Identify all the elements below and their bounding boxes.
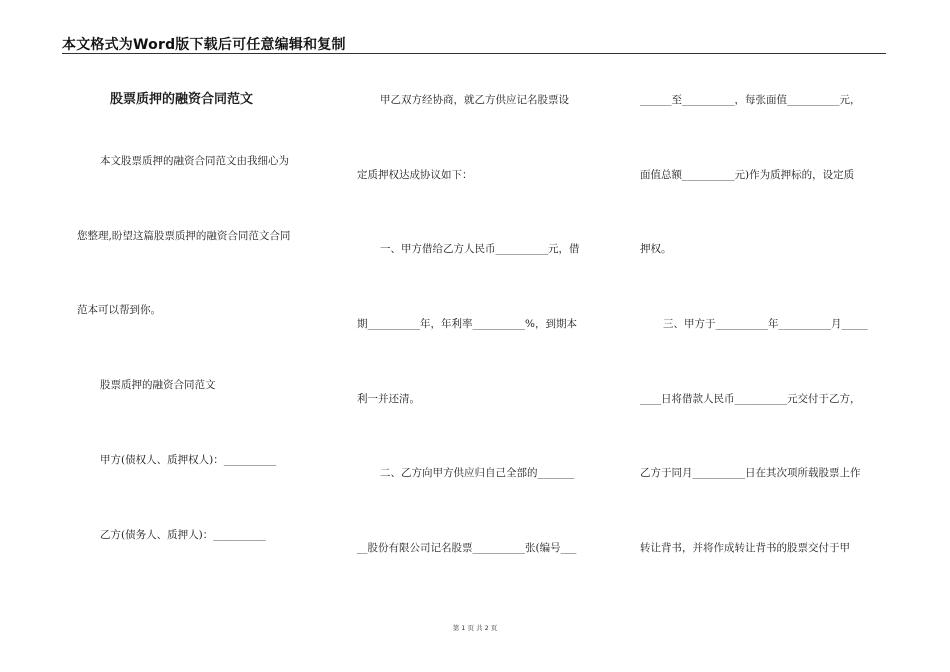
- document-title: 股票质押的融资合同范文: [110, 92, 254, 107]
- text-line: 押权。: [640, 243, 672, 255]
- text-line: ______至__________，每张面值__________元，: [640, 94, 861, 106]
- text-line: 乙方(债务人、质押人)：__________: [100, 529, 266, 541]
- text-line: 二、乙方向甲方供应归自己全部的_______: [380, 467, 575, 479]
- text-column-3: [636, 0, 936, 630]
- text-line: 股票质押的融资合同范文: [100, 379, 216, 391]
- text-line: 利一并还清。: [357, 393, 420, 405]
- text-line: 甲方(债权人、质押权人)：__________: [100, 454, 277, 466]
- text-line: 转让背书，并将作成转让背书的股票交付于甲: [640, 542, 850, 554]
- text-line: 面值总额__________元)作为质押标的，设定质: [640, 169, 855, 181]
- text-line: 范本可以帮到你。: [77, 304, 161, 316]
- text-line: 三、甲方于__________年__________月_____: [663, 318, 868, 330]
- text-line: 期__________年，年利率__________%，到期本: [357, 318, 577, 330]
- text-line: 一、甲方借给乙方人民币__________元，借: [380, 243, 580, 255]
- text-line: 甲乙双方经协商，就乙方供应记名股票设: [380, 94, 569, 106]
- text-line: 您整理,盼望这篇股票质押的融资合同范文合同: [77, 230, 291, 242]
- text-line: __股份有限公司记名股票__________张(编号___: [357, 542, 577, 554]
- text-line: 定质押权达成协议如下：: [357, 169, 473, 181]
- text-column-1: [0, 0, 330, 630]
- text-line: 乙方于同月__________日在其次项所载股票上作: [640, 467, 861, 479]
- document-header-title: 本文格式为Word版下载后可任意编辑和复制: [62, 37, 346, 53]
- text-column-2: [340, 0, 630, 630]
- text-line: 本文股票质押的融资合同范文由我细心为: [100, 155, 289, 167]
- page-number: 第 1 页 共 2 页: [452, 624, 498, 632]
- text-line: ____日将借款人民币__________元交付于乙方，: [640, 393, 861, 405]
